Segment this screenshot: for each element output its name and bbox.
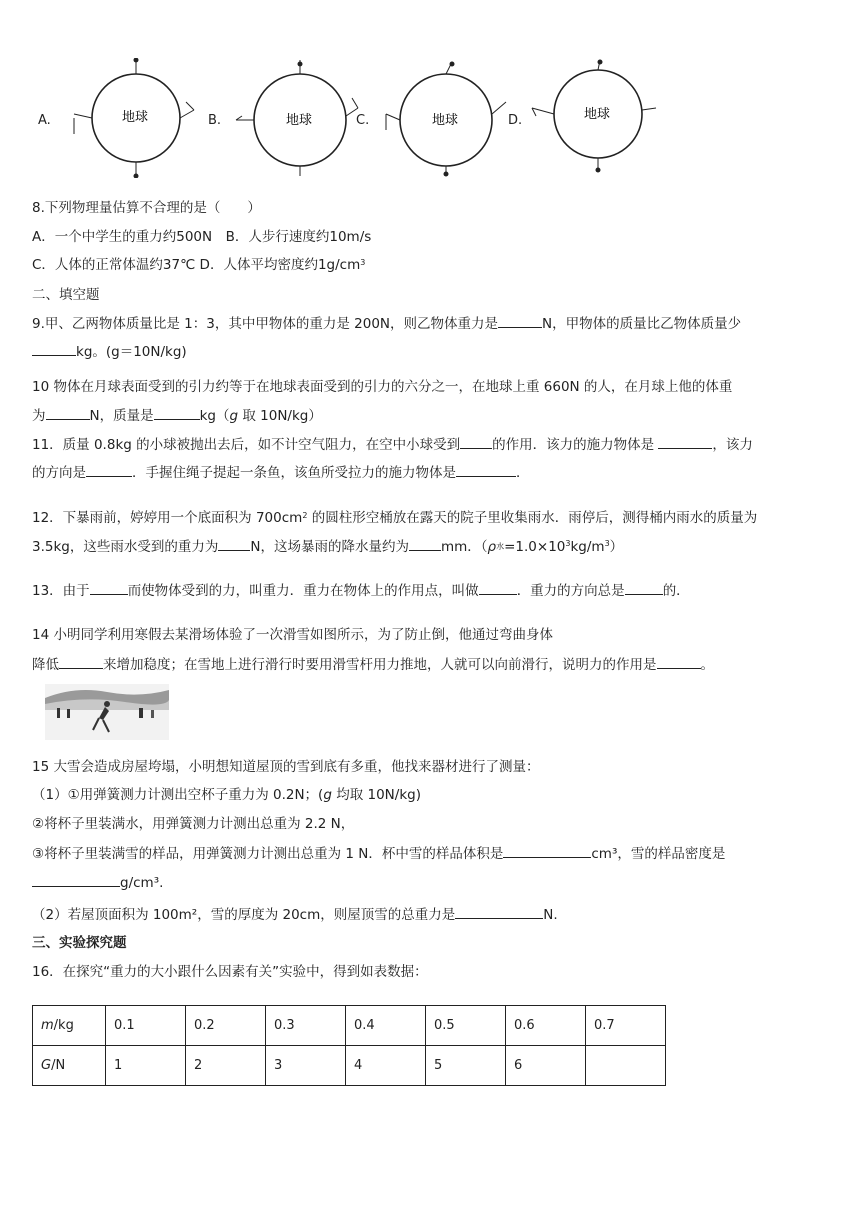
q16-stem: 16．在探究“重力的大小跟什么因素有关”实验中，得到如表数据：: [32, 964, 428, 980]
q13-line: 13．由于 而使物体受到的力，叫重力．重力在物体上的作用点，叫做 ．重力的方向总是 的．: [32, 580, 690, 601]
earth-diagram-d: [526, 58, 666, 178]
q9-line2: kg。(g＝10N/kg): [32, 341, 187, 362]
answer-blank[interactable]: [460, 434, 492, 449]
option-a-label: A.: [38, 113, 51, 128]
q10-line1: 10 物体在月球表面受到的引力约等于在地球表面受到的引力的六分之一，在地球上重 660N 的人，在月球上他的体重: [32, 379, 733, 395]
answer-blank[interactable]: [59, 654, 103, 669]
svg-text:地球: 地球: [122, 110, 149, 125]
section-experiment-heading: 三、实验探究题: [32, 935, 127, 951]
table-cell: 0.2: [186, 1006, 266, 1046]
answer-blank[interactable]: [479, 580, 517, 595]
q10-line2: 为 N，质量是 kg（g 取 10N/kg）: [32, 405, 322, 426]
q15-step3: ③将杯子里装满雪的样品，用弹簧测力计测出总重为 1 N．杯中雪的样品体积是 cm³，雪的样品密度是: [32, 843, 725, 864]
table-cell: 1: [106, 1046, 186, 1086]
gravity-mass-table: [32, 1005, 666, 1086]
answer-blank[interactable]: [503, 843, 591, 858]
answer-blank[interactable]: [32, 341, 76, 356]
table-cell: 0.1: [106, 1006, 186, 1046]
table-cell: 4: [346, 1046, 426, 1086]
table-cell: 5: [426, 1046, 506, 1086]
answer-blank[interactable]: [90, 580, 128, 595]
q11-line1: 11．质量 0.8kg 的小球被抛出去后，如不计空气阻力，在空中小球受到 的作用．该力的施力物体是 ，该力: [32, 434, 753, 455]
q15-step1: （1）①用弹簧测力计测出空杯子重力为 0.2N；(g 均取 10N/kg): [32, 787, 421, 803]
answer-blank[interactable]: [86, 462, 132, 477]
table-cell: 0.5: [426, 1006, 506, 1046]
earth-diagram-c: [376, 58, 516, 178]
option-b-label: B.: [208, 113, 222, 128]
answer-blank[interactable]: [658, 434, 712, 449]
table-row: [33, 1046, 666, 1086]
q11-line2: 的方向是 ．手握住绳子提起一条鱼，该鱼所受拉力的施力物体是 ．: [32, 462, 530, 483]
q12-line1: 12．下暴雨前，婷婷用一个底面积为 $700cm^2$ 的圆柱形空桶放在露天的院子里收集雨水．雨停后，测得桶内雨水的质量为: [32, 510, 758, 526]
table-row-label: G/N: [33, 1046, 106, 1086]
table-cell-empty[interactable]: [586, 1046, 666, 1086]
q14-line2: 降低 来增加稳度；在雪地上进行滑行时要用滑雪杆用力推地，人就可以向前滑行，说明力的作用是 。: [32, 654, 714, 675]
q8-stem: 8.下列物理量估算不合理的是（ ）: [32, 200, 261, 216]
q14-line1: 14 小明同学利用寒假去某滑场体验了一次滑雪如图所示，为了防止倒，他通过弯曲身体: [32, 627, 553, 643]
q15-step2: ②将杯子里装满水，用弹簧测力计测出总重为 2.2 N，: [32, 816, 355, 832]
svg-text:地球: 地球: [286, 113, 313, 128]
q9-line1: 9.甲、乙两物体质量比是 1：3，其中甲物体的重力是 200N，则乙物体重力是 N，甲物体的质量比乙物体质量少: [32, 313, 741, 334]
q15-part2: （2）若屋顶面积为 100m²，雪的厚度为 20cm，则屋顶雪的总重力是 N.: [32, 904, 558, 925]
answer-blank[interactable]: [218, 536, 250, 551]
answer-blank[interactable]: [498, 313, 542, 328]
table-cell: 0.4: [346, 1006, 426, 1046]
answer-blank[interactable]: [154, 405, 200, 420]
q8-options-line2: C．人体的正常体温约37℃ D．人体平均密度约$1g/cm^3$: [32, 257, 366, 273]
earth-diagram-b: [226, 58, 366, 178]
svg-text:地球: 地球: [584, 107, 611, 122]
answer-blank[interactable]: [456, 462, 516, 477]
table-cell: 2: [186, 1046, 266, 1086]
answer-blank[interactable]: [625, 580, 663, 595]
svg-text:地球: 地球: [432, 113, 459, 128]
answer-blank[interactable]: [46, 405, 90, 420]
table-row: [33, 1006, 666, 1046]
answer-blank[interactable]: [32, 872, 120, 887]
option-d-label: D.: [508, 113, 523, 128]
q12-line2: 3.5kg，这些雨水受到的重力为 N，这场暴雨的降水量约为 mm．（ρ水$=1.0\times 10^3kg/m^3$）: [32, 536, 623, 557]
answer-blank[interactable]: [455, 904, 543, 919]
earth-diagram-a: [58, 58, 198, 178]
table-row-label: m/kg: [33, 1006, 106, 1046]
table-cell: 6: [506, 1046, 586, 1086]
option-c-label: C.: [356, 113, 370, 128]
q8-options-line1: A．一个中学生的重力约500N B．人步行速度约10m/s: [32, 229, 372, 245]
answer-blank[interactable]: [409, 536, 441, 551]
section-fill-in-heading: 二、填空题: [32, 287, 100, 303]
table-cell: 0.7: [586, 1006, 666, 1046]
answer-blank[interactable]: [657, 654, 701, 669]
table-cell: 0.6: [506, 1006, 586, 1046]
table-cell: 0.3: [266, 1006, 346, 1046]
skiing-photo: [45, 684, 169, 740]
table-cell: 3: [266, 1046, 346, 1086]
q15-step3-cont: g/cm³.: [32, 872, 163, 893]
q15-stem: 15 大雪会造成房屋垮塌，小明想知道屋顶的雪到底有多重，他找来器材进行了测量：: [32, 759, 540, 775]
